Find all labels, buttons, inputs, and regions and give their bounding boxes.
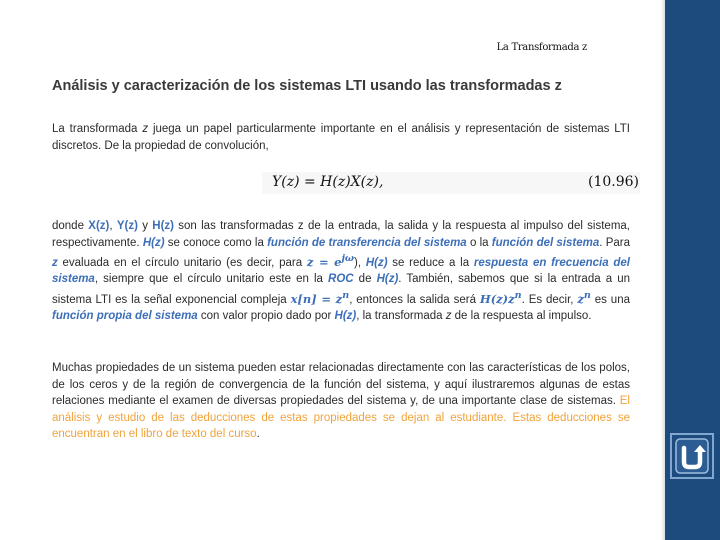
math-run: z	[577, 291, 584, 306]
text-run: z	[142, 123, 149, 135]
text-run: . También, sabemos que si la entrada a un sistema LTI es la señal exponencial compleja	[52, 273, 630, 306]
term: función del sistema	[491, 236, 600, 249]
term: H(z)	[365, 256, 388, 269]
return-arrow-icon	[675, 438, 709, 474]
term: respuesta en frecuencia del sistema	[52, 256, 630, 286]
text-run: La transformada	[52, 123, 143, 135]
term: z	[52, 256, 58, 269]
text-run: se reduce a la	[387, 256, 474, 269]
intro-paragraph	[52, 121, 630, 154]
math-sup: n	[514, 289, 522, 301]
math-sup: jω	[341, 253, 355, 264]
term: función propia del sistema	[52, 310, 198, 323]
term: H(z)	[376, 273, 399, 286]
math-sup: n	[342, 289, 350, 301]
text-run: con valor propio dado por	[197, 310, 335, 323]
text-run: se conoce como la	[164, 236, 268, 249]
text-run: juega un papel particularmente importante en el análisis y representación de sistemas LTI discretos. De la propiedad de convolución,	[52, 123, 630, 152]
text-run: ),	[354, 256, 366, 269]
math-run: H(z)z	[479, 291, 515, 306]
text-run: es una	[590, 293, 630, 306]
math-run: z = e	[306, 254, 342, 269]
slide-header-title: La Transformada z	[496, 42, 587, 53]
properties-paragraph	[52, 360, 630, 443]
equation-number: (10.96)	[588, 174, 640, 190]
math-expression	[290, 289, 350, 306]
text-run: de	[353, 273, 377, 286]
math-run: x[n] = z	[290, 291, 343, 306]
text-run: donde	[52, 220, 89, 232]
math-expression	[307, 255, 354, 269]
term: H(z)	[334, 310, 357, 323]
term: ROC	[328, 273, 354, 286]
math-expression	[577, 289, 591, 306]
return-button[interactable]	[670, 433, 714, 479]
highlighted-note: El análisis y estudio de las deducciones de estas propiedades se dejan al estudiante. Estas deducciones se encuentran en el libro de texto del curso	[52, 395, 630, 440]
text-run: de la respuesta al impulso.	[451, 310, 592, 323]
definition-paragraph	[52, 218, 630, 325]
equation: Y(z) = H(z)X(z),	[272, 174, 384, 190]
math-expression	[479, 289, 522, 306]
term: función de transferencia del sistema	[267, 236, 467, 249]
term: Y(z)	[116, 220, 138, 232]
text-run: son las transformadas z de la entrada, la salida y la respuesta al impulso del sistema, respectivamente.	[52, 220, 630, 249]
term: X(z)	[88, 220, 110, 232]
text-run: ,	[109, 220, 117, 232]
text-run: Muchas propiedades de un sistema pueden estar relacionadas directamente con las características de los polos, de los ceros y de la región de convergencia de la función del sistema, y aquí ilustraremos algunas de estas relaciones mediante el examen de diversas propiedades del sistema y, de una importante clase de sistemas.	[52, 362, 630, 407]
text-run: . Para	[599, 236, 630, 249]
text-run: , la transformada	[356, 310, 446, 323]
text-run: evaluada en el círculo unitario (es decir, para	[57, 256, 307, 269]
text-run: y	[137, 220, 153, 232]
text-run: .	[256, 428, 260, 440]
term: H(z)	[152, 220, 174, 232]
text-run: o la	[466, 236, 492, 249]
text-run: z	[445, 310, 452, 323]
text-run: , entonces la salida será	[349, 293, 480, 306]
text-run: , siempre que el círculo unitario este en la	[94, 273, 329, 286]
math-sup: n	[583, 289, 591, 301]
section-heading: Análisis y caracterización de los sistemas LTI usando las transformadas z	[52, 78, 562, 94]
term: H(z)	[142, 236, 165, 249]
text-run: . Es decir,	[521, 293, 578, 306]
